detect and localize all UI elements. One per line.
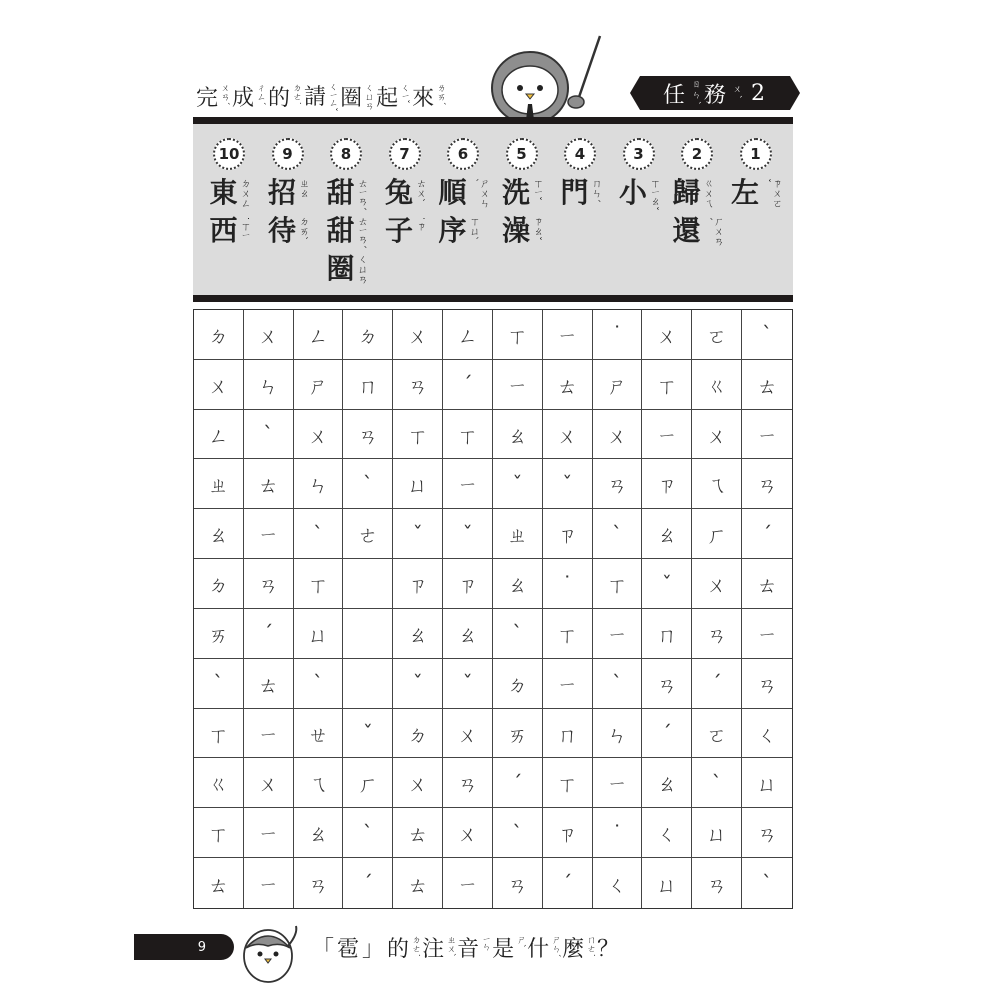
word-hanzi: 門 [560, 176, 589, 209]
word-hanzi: 圈 [326, 252, 355, 285]
grid-cell-r1-c1[interactable]: ㄉ [194, 310, 244, 360]
word-hanzi: 東 [209, 176, 238, 209]
instruction-hanzi: 成 [232, 85, 255, 111]
question-char-3 [387, 932, 419, 963]
word-zhuyin: ㄉㄞˋ [297, 216, 308, 241]
grid-cell-r11-c9[interactable]: ˙ [593, 808, 643, 858]
grid-cell-r12-c6[interactable]: ㄧ [443, 858, 493, 908]
grid-cell-r12-c9[interactable]: ㄑ [593, 858, 643, 908]
grid-cell-r10-c7[interactable]: ˊ [493, 758, 543, 808]
bank-item-9 [258, 138, 318, 250]
grid-cell-r12-c2[interactable]: ㄧ [244, 858, 294, 908]
page-number: 9 [197, 939, 206, 955]
grid-cell-r3-c12[interactable]: ㄧ [742, 410, 792, 460]
grid-cell-r7-c9[interactable]: ㄧ [593, 609, 643, 659]
grid-cell-r4-c6[interactable]: ㄧ [443, 459, 493, 509]
grid-cell-r2-c2[interactable]: ㄣ [244, 360, 294, 410]
grid-cell-r7-c12[interactable]: ㄧ [742, 609, 792, 659]
grid-cell-r4-c4[interactable]: ˋ [343, 459, 393, 509]
grid-cell-r6-c7[interactable]: ㄠ [493, 559, 543, 609]
bank-item-10 [199, 138, 259, 250]
bank-word [438, 174, 487, 250]
word-zhuyin: ㄗㄠˇ [531, 216, 542, 241]
grid-cell-r2-c6[interactable]: ˊ [443, 360, 493, 410]
word-zhuyin: ㄊㄨˋ [414, 178, 425, 203]
instruction-zhuyin: ㄨㄢˊ [219, 82, 230, 106]
bank-number-badge: 6 [447, 138, 479, 170]
word-row [438, 212, 477, 250]
question-text [312, 932, 619, 963]
question-char-2 [362, 932, 384, 963]
instruction-zhuyin: ㄌㄞˊ [435, 82, 446, 106]
grid-cell-r1-c3[interactable]: ㄥ [294, 310, 344, 360]
grid-cell-r2-c8[interactable]: ㄊ [543, 360, 593, 410]
grid-cell-r8-c1[interactable]: ˋ [194, 659, 244, 709]
question-zhuyin: ㄉㄜ˙ [410, 935, 421, 958]
question-hanzi: 麼 [562, 937, 585, 962]
grid-cell-r1-c2[interactable]: ㄨ [244, 310, 294, 360]
grid-cell-r8-c8[interactable]: ㄧ [543, 659, 593, 709]
grid-cell-r2-c10[interactable]: ㄒ [642, 360, 692, 410]
bank-word [672, 174, 721, 250]
word-row [209, 174, 248, 212]
word-zhuyin: ㄗㄨㄛˇ [760, 178, 781, 208]
question-char-9 [597, 932, 619, 963]
question-hanzi: 的 [387, 937, 410, 962]
bank-word [385, 174, 424, 250]
word-zhuyin: ㄒㄧˇ [531, 178, 542, 201]
question-char-4 [422, 932, 454, 963]
grid-cell-r10-c6[interactable]: ㄢ [443, 758, 493, 808]
grid-cell-r11-c10[interactable]: ㄑ [642, 808, 692, 858]
instruction-zhuyin: ㄉㄜ˙ [291, 82, 302, 106]
grid-cell-r11-c6[interactable]: ㄨ [443, 808, 493, 858]
grid-cell-r6-c10[interactable]: ˇ [642, 559, 692, 609]
question-zhuyin: ㄧㄣ [480, 935, 491, 952]
question-hanzi: 雹 [337, 937, 360, 962]
grid-cell-r8-c11[interactable]: ˊ [692, 659, 742, 709]
question-zhuyin: ㄕˋ [515, 935, 526, 949]
word-row [268, 212, 307, 250]
grid-cell-r1-c7[interactable]: ㄒ [493, 310, 543, 360]
grid-cell-r12-c10[interactable]: ㄩ [642, 858, 692, 908]
grid-cell-r6-c6[interactable]: ㄗ [443, 559, 493, 609]
grid-cell-r5-c6[interactable]: ˇ [443, 509, 493, 559]
grid-cell-r2-c3[interactable]: ㄕ [294, 360, 344, 410]
word-zhuyin: ㄇㄣˊ [589, 178, 601, 203]
grid-cell-r4-c1[interactable]: ㄓ [194, 459, 244, 509]
grid-cell-r8-c12[interactable]: ㄢ [742, 659, 792, 709]
bank-number-badge: 2 [681, 138, 713, 170]
grid-cell-r10-c10[interactable]: ㄠ [642, 758, 692, 808]
bank-item-5 [492, 138, 552, 250]
grid-cell-r12-c3[interactable]: ㄢ [294, 858, 344, 908]
grid-cell-r4-c9[interactable]: ㄢ [593, 459, 643, 509]
grid-cell-r1-c11[interactable]: ㄛ [692, 310, 742, 360]
grid-cell-r12-c8[interactable]: ˊ [543, 858, 593, 908]
bank-number-badge: 3 [623, 138, 655, 170]
grid-cell-r9-c12[interactable]: ㄑ [742, 709, 792, 759]
grid-cell-r3-c7[interactable]: ㄠ [493, 410, 543, 460]
grid-cell-r10-c2[interactable]: ㄨ [244, 758, 294, 808]
word-row [268, 174, 307, 212]
grid-cell-r8-c5[interactable]: ˇ [393, 659, 443, 709]
grid-cell-r5-c1[interactable]: ㄠ [194, 509, 244, 559]
grid-cell-r4-c5[interactable]: ㄩ [393, 459, 443, 509]
grid-cell-r3-c3[interactable]: ㄨ [294, 410, 344, 460]
grid-cell-r4-c8[interactable]: ˇ [543, 459, 593, 509]
word-row [385, 212, 424, 250]
grid-cell-r4-c2[interactable]: ㄊ [244, 459, 294, 509]
grid-cell-r6-c8[interactable]: ˙ [543, 559, 593, 609]
penguin-small-icon [240, 916, 302, 986]
instruction-char-1 [232, 81, 264, 112]
grid-cell-r7-c1[interactable]: ㄞ [194, 609, 244, 659]
word-hanzi: 西 [209, 214, 238, 247]
word-zhuyin: ˙ㄒㄧ [238, 216, 250, 239]
word-row [619, 174, 658, 212]
word-zhuyin: ㄍㄨㄟ [701, 178, 713, 208]
grid-cell-r7-c5[interactable]: ㄠ [393, 609, 443, 659]
instruction-char-3 [304, 80, 336, 112]
grid-cell-r3-c5[interactable]: ㄒ [393, 410, 443, 460]
word-hanzi: 還 [672, 214, 701, 247]
instruction-char-6 [412, 81, 444, 112]
instruction-zhuyin: ㄑㄧㄥˇ [327, 82, 338, 112]
grid-cell-r9-c2[interactable]: ㄧ [244, 709, 294, 759]
grid-cell-r2-c12[interactable]: ㄊ [742, 360, 792, 410]
grid-cell-r3-c11[interactable]: ㄨ [692, 410, 742, 460]
grid-cell-r11-c7[interactable]: ˋ [493, 808, 543, 858]
grid-cell-r7-c4[interactable] [343, 609, 393, 659]
instruction-hanzi: 完 [196, 85, 219, 111]
bank-number-badge: 10 [213, 138, 245, 170]
grid-cell-r1-c4[interactable]: ㄉ [343, 310, 393, 360]
grid-cell-r2-c11[interactable]: ㄍ [692, 360, 742, 410]
grid-cell-r2-c7[interactable]: ㄧ [493, 360, 543, 410]
word-hanzi: 小 [618, 176, 647, 209]
bank-word [209, 174, 248, 250]
instruction-char-2 [268, 81, 300, 112]
grid-cell-r9-c9[interactable]: ㄣ [593, 709, 643, 759]
question-char-6 [492, 932, 524, 963]
word-hanzi: 待 [267, 214, 296, 247]
question-char-0 [312, 932, 334, 963]
grid-cell-r1-c5[interactable]: ㄨ [393, 310, 443, 360]
grid-cell-r5-c12[interactable]: ˊ [742, 509, 792, 559]
grid-cell-r11-c12[interactable]: ㄢ [742, 808, 792, 858]
grid-cell-r10-c4[interactable]: ㄏ [343, 758, 393, 808]
grid-cell-r9-c5[interactable]: ㄉ [393, 709, 443, 759]
grid-cell-r1-c12[interactable]: ˋ [742, 310, 792, 360]
grid-cell-r4-c3[interactable]: ㄣ [294, 459, 344, 509]
word-row [731, 174, 780, 212]
grid-cell-r3-c6[interactable]: ㄒ [443, 410, 493, 460]
bank-number-badge: 1 [740, 138, 772, 170]
grid-cell-r7-c11[interactable]: ㄢ [692, 609, 742, 659]
grid-cell-r5-c7[interactable]: ㄓ [493, 509, 543, 559]
instruction-zhuyin: ㄔㄥˊ [255, 82, 266, 106]
bank-number-badge: 9 [272, 138, 304, 170]
instruction-hanzi: 的 [268, 85, 291, 111]
word-zhuyin: ㄓㄠ [297, 178, 308, 198]
grid-cell-r10-c8[interactable]: ㄒ [543, 758, 593, 808]
grid-cell-r10-c3[interactable]: ㄟ [294, 758, 344, 808]
bank-item-3 [609, 138, 669, 212]
question-hanzi: 」 [362, 937, 385, 962]
grid-cell-r9-c11[interactable]: ㄛ [692, 709, 742, 759]
grid-cell-r1-c8[interactable]: ㄧ [543, 310, 593, 360]
grid-cell-r8-c2[interactable]: ㄊ [244, 659, 294, 709]
task-label-zhuyin: ㄖㄣˋ [690, 78, 700, 108]
question-hanzi: 「 [312, 937, 335, 962]
bank-word [502, 174, 541, 250]
grid-cell-r6-c1[interactable]: ㄉ [194, 559, 244, 609]
bank-word [619, 174, 658, 212]
grid-cell-r6-c9[interactable]: ㄒ [593, 559, 643, 609]
grid-cell-r10-c11[interactable]: ˋ [692, 758, 742, 808]
grid-cell-r7-c2[interactable]: ˊ [244, 609, 294, 659]
question-hanzi: 什 [527, 937, 550, 962]
grid-cell-r5-c4[interactable]: ㄜ [343, 509, 393, 559]
bank-item-4 [550, 138, 610, 212]
bank-number-badge: 5 [506, 138, 538, 170]
grid-cell-r11-c4[interactable]: ˋ [343, 808, 393, 858]
grid-cell-r8-c9[interactable]: ˋ [593, 659, 643, 709]
grid-cell-r10-c1[interactable]: ㄍ [194, 758, 244, 808]
bank-item-6 [433, 138, 493, 250]
task-label2-zhuyin: ㄨˋ [731, 84, 742, 102]
grid-cell-r12-c7[interactable]: ㄢ [493, 858, 543, 908]
grid-cell-r2-c5[interactable]: ㄢ [393, 360, 443, 410]
grid-cell-r2-c4[interactable]: ㄇ [343, 360, 393, 410]
grid-cell-r5-c9[interactable]: ˋ [593, 509, 643, 559]
grid-cell-r2-c9[interactable]: ㄕ [593, 360, 643, 410]
word-zhuyin: ㄑㄩㄢ [355, 254, 367, 284]
grid-cell-r6-c5[interactable]: ㄗ [393, 559, 443, 609]
instruction-zhuyin: ㄑㄧˇ [399, 82, 410, 104]
word-hanzi: 甜 [326, 214, 355, 247]
word-zhuyin: ㄒㄧㄠˇ [648, 178, 659, 211]
grid-cell-r9-c4[interactable]: ˇ [343, 709, 393, 759]
word-hanzi: 序 [438, 214, 467, 247]
word-hanzi: 招 [267, 176, 296, 209]
word-zhuyin: ㄏㄨㄢˊ [701, 216, 723, 246]
instruction-hanzi: 圈 [340, 85, 363, 111]
word-row [438, 174, 487, 212]
instruction-text [196, 80, 444, 112]
grid-cell-r4-c12[interactable]: ㄢ [742, 459, 792, 509]
grid-cell-r3-c4[interactable]: ㄢ [343, 410, 393, 460]
bank-number-badge: 4 [564, 138, 596, 170]
word-zhuyin: ㄊㄧㄢˊ [355, 216, 367, 249]
instruction-char-4 [340, 81, 372, 112]
grid-cell-r5-c8[interactable]: ㄗ [543, 509, 593, 559]
word-row [502, 212, 541, 250]
grid-cell-r9-c10[interactable]: ˊ [642, 709, 692, 759]
grid-cell-r3-c2[interactable]: ˋ [244, 410, 294, 460]
grid-cell-r6-c12[interactable]: ㄊ [742, 559, 792, 609]
word-hanzi: 左 [730, 176, 759, 209]
grid-cell-r8-c7[interactable]: ㄉ [493, 659, 543, 709]
grid-cell-r11-c3[interactable]: ㄠ [294, 808, 344, 858]
grid-cell-r4-c10[interactable]: ㄗ [642, 459, 692, 509]
grid-cell-r12-c12[interactable]: ˋ [762, 871, 773, 896]
grid-cell-r1-c6[interactable]: ㄥ [443, 310, 493, 360]
task-label2: 務 [704, 82, 729, 108]
grid-cell-r10-c9[interactable]: ㄧ [593, 758, 643, 808]
question-hanzi: 音 [457, 937, 480, 962]
grid-cell-r7-c6[interactable]: ㄠ [443, 609, 493, 659]
instruction-hanzi: 來 [412, 85, 435, 111]
word-row [672, 174, 711, 212]
grid-cell-r1-c9[interactable]: ˙ [593, 310, 643, 360]
instruction-hanzi: 起 [376, 85, 399, 111]
task-badge [640, 76, 790, 110]
grid-cell-r6-c2[interactable]: ㄢ [244, 559, 294, 609]
question-zhuyin: ㄇㄜ˙ [585, 935, 596, 958]
grid-cell-r11-c1[interactable]: ㄒ [194, 808, 244, 858]
grid-cell-r5-c10[interactable]: ㄠ [642, 509, 692, 559]
bank-item-2 [667, 138, 727, 250]
grid-cell-r3-c9[interactable]: ㄨ [593, 410, 643, 460]
bank-word [268, 174, 307, 250]
zhuyin-grid [193, 309, 793, 909]
instruction-hanzi: 請 [304, 85, 327, 110]
word-row [209, 212, 248, 250]
grid-cell-r10-c5[interactable]: ㄨ [393, 758, 443, 808]
word-hanzi: 兔 [384, 176, 413, 209]
word-hanzi: 順 [438, 176, 467, 209]
grid-cell-r4-c7[interactable]: ˇ [493, 459, 543, 509]
word-row [672, 212, 721, 250]
bank-number-badge: 8 [330, 138, 362, 170]
word-row [385, 174, 424, 212]
instruction-zhuyin: ㄑㄩㄢ [363, 82, 374, 110]
question-char-1 [337, 932, 359, 963]
grid-cell-r12-c11[interactable]: ㄢ [692, 858, 742, 908]
question-char-8 [562, 932, 594, 963]
word-row [560, 174, 599, 212]
penguin-teacher-icon [488, 30, 608, 120]
task-number: 2 [751, 80, 768, 106]
bank-word [326, 174, 365, 288]
grid-cell-r8-c4[interactable] [343, 659, 393, 709]
grid-cell-r6-c3[interactable]: ㄒ [294, 559, 344, 609]
question-zhuyin: ㄓㄨˋ [445, 935, 456, 958]
grid-cell-r9-c6[interactable]: ㄨ [443, 709, 493, 759]
grid-cell-r11-c5[interactable]: ㄊ [393, 808, 443, 858]
grid-cell-r10-c12[interactable]: ㄩ [742, 758, 792, 808]
instruction-char-5 [376, 81, 408, 112]
word-zhuyin: ˙ㄗ [414, 216, 425, 231]
word-row [326, 212, 365, 250]
question-hanzi: 注 [422, 937, 445, 962]
grid-cell-r8-c10[interactable]: ㄢ [642, 659, 692, 709]
grid-cell-r8-c3[interactable]: ˋ [294, 659, 344, 709]
grid-cell-r3-c10[interactable]: ㄧ [642, 410, 692, 460]
bank-word [560, 174, 599, 212]
word-zhuyin: ㄕㄨㄣˋ [467, 178, 489, 208]
grid-cell-r12-c5[interactable]: ㄊ [393, 858, 443, 908]
grid-cell-r5-c3[interactable]: ˋ [294, 509, 344, 559]
task-label: 任 [662, 82, 687, 108]
grid-cell-r7-c3[interactable]: ㄩ [294, 609, 344, 659]
grid-cell-r9-c8[interactable]: ㄇ [543, 709, 593, 759]
grid-cell-r12-c4[interactable]: ˊ [343, 858, 393, 908]
pointer-stick-icon [578, 36, 600, 100]
bank-item-1 [726, 138, 786, 212]
instruction-char-0 [196, 81, 228, 112]
page-number-tab [134, 934, 234, 960]
grid-cell-r7-c7[interactable]: ˋ [493, 609, 543, 659]
bank-number-badge: 7 [389, 138, 421, 170]
question-char-5 [457, 932, 489, 963]
word-row [502, 174, 541, 212]
grid-cell-r9-c3[interactable]: ㄝ [294, 709, 344, 759]
word-bank [193, 117, 793, 302]
grid-cell-r6-c11[interactable]: ㄨ [692, 559, 742, 609]
word-hanzi: 子 [384, 214, 413, 247]
word-hanzi: 歸 [672, 176, 701, 209]
grid-cell-r8-c6[interactable]: ˇ [443, 659, 493, 709]
grid-cell-r12-c1[interactable]: ㄊ [194, 858, 244, 908]
question-char-7 [527, 932, 559, 963]
grid-cell-r9-c7[interactable]: ㄞ [493, 709, 543, 759]
grid-cell-r11-c11[interactable]: ㄩ [692, 808, 742, 858]
grid-cell-r2-c1[interactable]: ㄨ [194, 360, 244, 410]
word-hanzi: 澡 [501, 214, 530, 247]
grid-cell-r1-c10[interactable]: ㄨ [642, 310, 692, 360]
word-row [326, 174, 365, 212]
bank-word [731, 174, 780, 212]
bank-item-7 [375, 138, 435, 250]
word-zhuyin: ㄊㄧㄢˊ [355, 178, 367, 211]
grid-cell-r3-c8[interactable]: ㄨ [543, 410, 593, 460]
word-zhuyin: ㄉㄨㄥ [238, 178, 250, 208]
grid-cell-r3-c1[interactable]: ㄥ [194, 410, 244, 460]
grid-cell-r7-c10[interactable]: ㄇ [642, 609, 692, 659]
bank-item-8 [316, 138, 376, 288]
grid-cell-r6-c4[interactable] [343, 559, 393, 609]
question-hanzi: 是 [492, 937, 515, 962]
question-hanzi: ？ [597, 937, 620, 962]
grid-cell-r11-c8[interactable]: ㄗ [543, 808, 593, 858]
grid-cell-r9-c1[interactable]: ㄒ [194, 709, 244, 759]
grid-cell-r4-c11[interactable]: ㄟ [692, 459, 742, 509]
grid-cell-r5-c5[interactable]: ˇ [393, 509, 443, 559]
word-hanzi: 甜 [326, 176, 355, 209]
word-hanzi: 洗 [501, 176, 530, 209]
grid-cell-r5-c2[interactable]: ㄧ [244, 509, 294, 559]
grid-cell-r5-c11[interactable]: ㄏ [692, 509, 742, 559]
grid-cell-r7-c8[interactable]: ㄒ [543, 609, 593, 659]
word-zhuyin: ㄒㄩˋ [467, 216, 479, 241]
word-row [326, 250, 365, 288]
question-zhuyin: ㄕㄣˊ [550, 935, 561, 958]
grid-cell-r11-c2[interactable]: ㄧ [244, 808, 294, 858]
